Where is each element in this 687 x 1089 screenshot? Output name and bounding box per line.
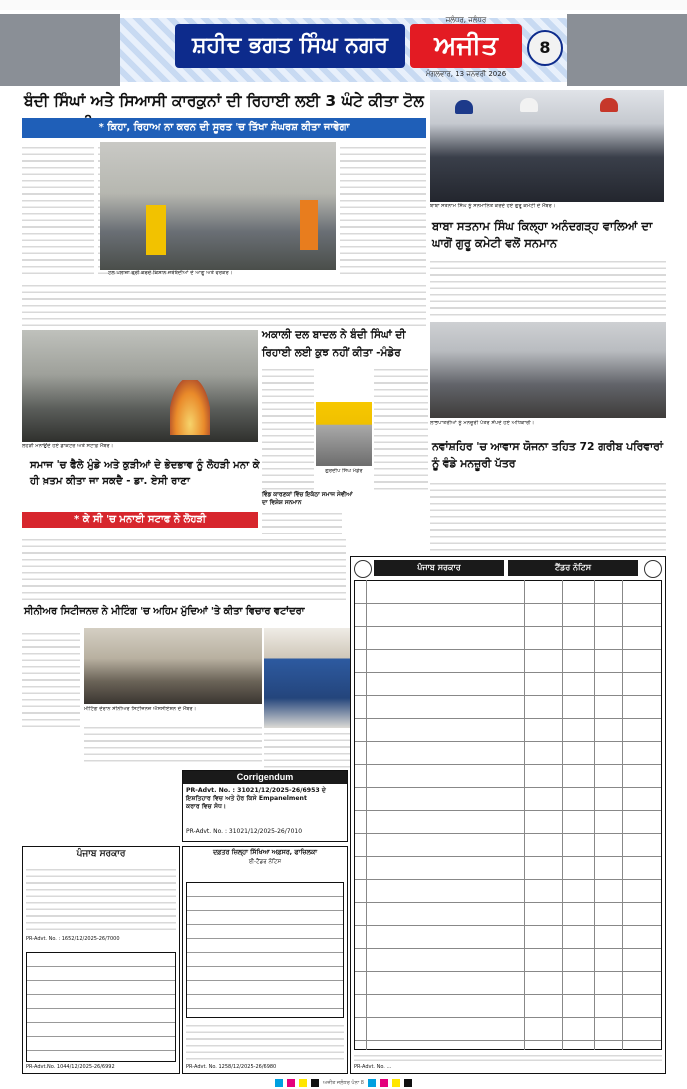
tender-center-footer: PR-Advt. No. 1258/12/2025-26/6980 [186,1064,277,1070]
corrigendum-line3: ਕਰਾਰ ਵਿਚ ਸੋਧ। [186,803,227,810]
main-body-col3 [340,142,426,274]
main-photo-caption: ਟੋਲ ਪਲਾਜ਼ਾ ਫ੍ਰੀ ਕਰਦੇ ਕਿਸਾਨ ਜਥੇਬੰਦੀਆਂ ਦੇ ਆਗੂ ਅਤੇ ਵਰਕਰ। [108,270,233,276]
punjab-ad-left-title: ਪੰਜਾਬ ਸਰਕਾਰ [76,849,126,859]
print-info-strip [0,0,687,10]
akali-body-right [374,364,428,494]
main-subhead: * ਕਿਹਾ, ਰਿਹਾਅ ਨਾ ਕਰਨ ਦੀ ਸੂਰਤ 'ਚ ਤਿੱਖਾ ਸੰਘਰਸ਼ ਕੀਤਾ ਜਾਵੇਗਾ [22,118,426,138]
senior-headline: ਸੀਨੀਅਰ ਸਿਟੀਜਨਜ਼ ਨੇ ਮੀਟਿੰਗ 'ਚ ਅਹਿਮ ਮੁੱਦਿਆਂ 'ਤੇ ਕੀਤਾ ਵਿਚਾਰ ਵਟਾਂਦਰਾ [24,606,305,617]
page-number-badge: 8 [527,30,563,66]
senior-photo-2 [264,628,350,728]
akali-body-left [262,364,314,494]
masthead-city: ਜਲੰਧਰ, ਜਲੰਧਰ [445,16,487,24]
tender-right-logo-right [644,560,662,578]
corrigendum-footer: PR-Advt. No. : 31021/12/2025-26/7010 [186,828,303,835]
corrigendum-line1: PR-Advt. No. : 31021/12/2025-26/6953 ਦੇ [186,787,326,794]
main-headline: ਬੰਦੀ ਸਿੰਘਾਂ ਅਤੇ ਸਿਆਸੀ ਕਾਰਕੁਨਾਂ ਦੀ ਰਿਹਾਈ ਲਈ 3 ਘੰਟੇ ਕੀਤਾ ਟੋਲ [24,92,424,110]
page-footer-text: ਅਜੀਤ ਜਲੰਧਰ ਪੰਨਾ 8 [323,1080,364,1086]
lohri-photo-caption: ਲੋਹੜੀ ਮਨਾਉਂਦੇ ਹੋਏ ਡਾਕਟਰ ਅਤੇ ਸਟਾਫ਼ ਮੈਂਬਰ। [22,443,114,449]
lohri-subhead: * ਕੇ ਸੀ 'ਚ ਮਨਾਈ ਸਟਾਫ ਨੇ ਲੋਹੜੀ [22,512,258,528]
sanman-body [430,256,666,318]
masthead-title: ਸ਼ਹੀਦ ਭਗਤ ਸਿੰਘ ਨਗਰ [175,24,405,68]
sanman-photo-caption: ਬਾਬਾ ਸਤਨਾਮ ਸਿੰਘ ਨੂੰ ਸਨਮਾਨਿਤ ਕਰਦੇ ਹੋਏ ਗੁਰੂ ਕਮੇਟੀ ਦੇ ਮੈਂਬਰ। [430,203,556,209]
main-body-col1 [22,142,94,274]
sanman-photo-turban-1 [455,100,473,114]
page-footer [0,1077,687,1089]
tender-center-table [186,882,344,1018]
punjab-ad-left-body [26,864,176,934]
tender-right-header-right: ਟੈਂਡਰ ਨੋਟਿਸ [508,560,638,576]
tender-right-logo-left [354,560,372,578]
senior-body-col3 [264,728,350,768]
senior-body-col1 [22,628,80,728]
lohri-photo [22,330,258,442]
akali-portrait [316,402,372,466]
akali-portrait-caption: ਗੁਰਦੀਪ ਸਿੰਘ ਮੰਡੇਰ [325,468,363,474]
akali-headline: ਅਕਾਲੀ ਦਲ ਬਾਦਲ ਨੇ ਬੰਦੀ ਸਿੰਘਾਂ ਦੀ ਰਿਹਾਈ ਲਈ ਕੁਝ ਨਹੀਂ ਕੀਤਾ -ਮੰਡੇਰ [262,329,406,359]
main-photo-flag [146,205,166,255]
masthead-photo-left [0,14,120,86]
lohri-headline: ਸਮਾਜ 'ਚ ਫੈਲੇ ਮੁੰਡੇ ਅਤੇ ਕੁੜੀਆਂ ਦੇ ਭੇਦਭਾਵ ਨੂੰ ਲੋਹੜੀ ਮਨਾ ਕੇ ਹੀ ਖ਼ਤਮ ਕੀਤਾ ਜਾ ਸਕਦੈ - ਡਾ. ਏਸੀ ਰਾਣਾ [30,460,260,487]
tender-right-col-divider-1 [366,580,367,1050]
senior-photo-caption: ਮੀਟਿੰਗ ਦੌਰਾਨ ਸੀਨੀਅਰ ਸਿਟੀਜਨਜ਼ ਐਸੋਸੀਏਸ਼ਨ ਦੇ ਮੈਂਬਰ। [84,706,197,712]
sanman-photo-turban-2 [520,98,538,112]
corrigendum-line2: ਇਸ਼ਤਿਹਾਰ ਵਿਚ ਅਤੇ ਹੋਰ ਕਿਸੇ Empanelment [186,795,307,802]
housing-headline: ਨਵਾਂਸ਼ਹਿਰ 'ਚ ਆਵਾਸ ਯੋਜਨਾ ਤਹਿਤ 72 ਗਰੀਬ ਪਰਿਵਾਰਾਂ ਨੂੰ ਵੰਡੇ ਮਨਜ਼ੂਰੀ ਪੱਤਰ [432,440,663,470]
punjab-ad-left-footer2: PR-Advt.No. 1044/12/2025-26/6992 [26,1064,115,1070]
masthead-photo-right [567,14,687,86]
housing-body [430,478,666,554]
masthead-date: ਮੰਗਲਵਾਰ, 13 ਜਨਵਰੀ 2026 [425,70,507,78]
tender-center-subtitle: ਈ-ਟੈਂਡਰ ਨੋਟਿਸ [248,859,282,865]
main-photo-flag-2 [300,200,318,250]
senior-body-col2 [84,722,262,766]
tender-center-title: ਦਫ਼ਤਰ ਜ਼ਿਲ੍ਹਾ ਸਿੱਖਿਆ ਅਫ਼ਸਰ, ਫਾਜ਼ਿਲਕਾ [212,848,318,856]
tender-center-notes [186,1020,344,1060]
tender-right-table [354,580,662,1050]
sanman-headline: ਬਾਬਾ ਸਤਨਾਮ ਸਿੰਘ ਕਿਲ੍ਹਾ ਅਨੰਦਗੜ੍ਹ ਵਾਲਿਆਂ ਦਾ ਘਾਗੋਂ ਗੁਰੂ ਕਮੇਟੀ ਵਲੋਂ ਸਨਮਾਨ [432,219,653,250]
punjab-ad-left-footer1: PR-Advt. No. : 1652/12/2025-26/7000 [26,936,120,942]
lohri-body [22,534,346,602]
tender-right-col-divider-4 [594,580,595,1050]
sanman-photo-turban-3 [600,98,618,112]
tender-right-header-left: ਪੰਜਾਬ ਸਰਕਾਰ [374,560,504,576]
lohri-fire [170,380,210,435]
akali-sidebar-head: ਵਿੰਡ ਕਾਰਣਕਾਂ ਵਿੱਚ ਇਕੱਠਾ ਸਮਾਜ ਸੇਵੀਆਂ ਦਾ ਵਿਸ਼ੇਸ਼ ਸਨਮਾਨ [262,492,353,506]
tender-right-col-divider-3 [562,580,563,1050]
tender-right-col-divider-5 [622,580,623,1050]
tender-right-footer: PR-Advt. No. ... [354,1064,392,1070]
masthead-brand: ਅਜੀਤ [410,24,522,68]
corrigendum-title: Corrigendum [183,771,347,784]
tender-right-notes [354,1052,662,1062]
tender-right-col-divider-2 [524,580,525,1050]
senior-photo [84,628,262,704]
housing-photo [430,322,666,418]
punjab-ad-left-table [26,952,176,1062]
housing-photo-caption: ਲਾਭਪਾਤਰੀਆਂ ਨੂੰ ਮਨਜ਼ੂਰੀ ਪੱਤਰ ਸੌਂਪਦੇ ਹੋਏ ਅਧਿਕਾਰੀ। [430,420,535,426]
main-body-row2 [22,280,426,326]
